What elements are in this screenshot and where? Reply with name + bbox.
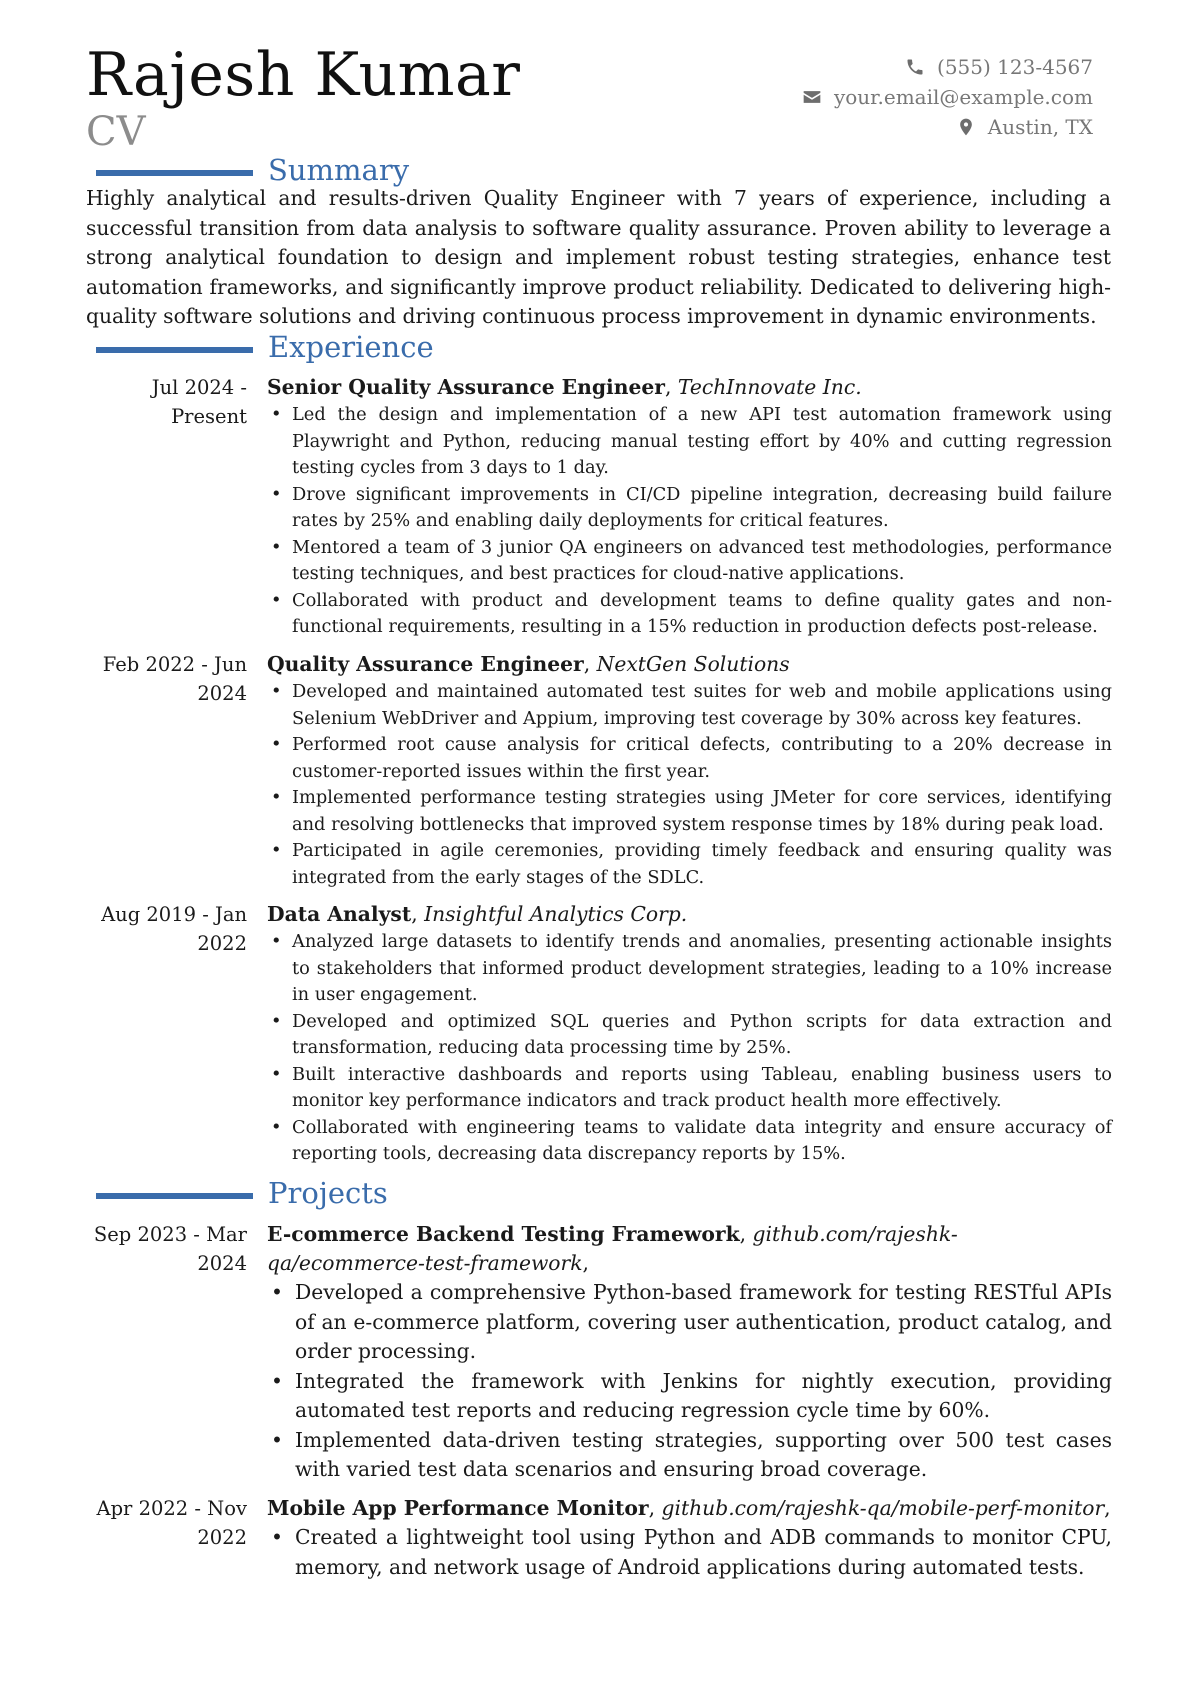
entry-date: Sep 2023 - Mar 2024 <box>93 1223 247 1275</box>
contact-location <box>802 112 1093 142</box>
bullet-item: • Built interactive dashboards and reports using Tableau, enabling business users to monitor key performance indicators and track product health more effectively. <box>267 1062 1112 1115</box>
bullet-item: • Implemented data-driven testing strategies, supporting over 500 test cases with varied test data scenarios and ensuring broad coverage. <box>267 1426 1112 1485</box>
experience-section-header <box>96 329 1096 365</box>
job-title: Senior Quality Assurance Engineer <box>267 375 665 399</box>
bullet-item: • Drove significant improvements in CI/CD pipeline integration, decreasing build failure rates by 25% and enabling daily deployments for critical features. <box>267 482 1112 535</box>
entry-date: Aug 2019 - Jan 2022 <box>101 903 247 955</box>
entry-heading: Mobile App Performance Monitor, github.com/rajeshk-qa/mobile-perf-monitor, <box>267 1496 1111 1520</box>
job-title: Quality Assurance Engineer <box>267 652 584 676</box>
experience-title: Experience <box>268 330 434 364</box>
bullet-item: • Implemented performance testing strategies using JMeter for core services, identifying and resolving bottlenecks that improved system response times by 18% during peak load. <box>267 785 1112 838</box>
entry-date: Jul 2024 - Present <box>151 376 247 428</box>
bullet-item: • Performed root cause analysis for critical defects, contributing to a 20% decrease in customer-reported issues within the first year. <box>267 732 1112 785</box>
bullet-list <box>267 402 1112 641</box>
phone-icon <box>905 57 925 77</box>
bullet-item: • Led the design and implementation of a new API test automation framework using Playwright and Python, reducing manual testing effort by 40% and cutting regression testing cycles from 3 days to 1 day. <box>267 402 1112 482</box>
contact-block <box>802 52 1093 142</box>
entry-body <box>267 1494 1112 1582</box>
job-title: Data Analyst <box>267 902 412 926</box>
envelope-icon <box>802 87 822 107</box>
project-title: E-commerce Backend Testing Framework <box>267 1222 740 1246</box>
bullet-list <box>267 1278 1112 1485</box>
candidate-name: Rajesh Kumar <box>86 40 521 110</box>
location-text: Austin, TX <box>987 115 1093 139</box>
entry-date: Apr 2022 - Nov 2022 <box>96 1497 247 1549</box>
section-rule <box>96 1193 253 1199</box>
document-type: CV <box>86 109 146 155</box>
bullet-item: • Collaborated with product and development teams to define quality gates and non-functional requirements, resulting in a 15% reduction in production defects post-release. <box>267 588 1112 641</box>
entry-body <box>267 373 1112 641</box>
summary-text: Highly analytical and results-driven Quality Engineer with 7 years of experience, including a successful transition from data analysis to software quality assurance. Proven ability to leverage a strong analytical foundation to design and implement robust testing strategies, enhance test automation frameworks, and significantly improve product reliability. Dedicated to delivering high-quality software solutions and driving continuous process improvement in dynamic environments. <box>86 186 1111 329</box>
projects-title: Projects <box>268 1176 388 1210</box>
bullet-list <box>267 1523 1112 1582</box>
bullet-item: • Created a lightweight tool using Python and ADB commands to monitor CPU, memory, and network usage of Android applications during automated tests. <box>267 1523 1112 1582</box>
entry-date: Feb 2022 - Jun 2024 <box>102 653 247 705</box>
contact-phone <box>802 52 1093 82</box>
section-rule <box>96 347 253 353</box>
contact-email <box>802 82 1093 112</box>
entry-body <box>267 900 1112 1168</box>
entry-heading: Data Analyst, Insightful Analytics Corp. <box>267 902 688 926</box>
projects-section-header <box>96 1175 1096 1211</box>
summary-title: Summary <box>268 153 410 187</box>
entry-body <box>267 650 1112 891</box>
map-marker-icon <box>956 117 976 137</box>
bullet-item: • Developed and optimized SQL queries and Python scripts for data extraction and transformation, reducing data processing time by 25%. <box>267 1009 1112 1062</box>
bullet-list <box>267 929 1112 1168</box>
entry-heading: Senior Quality Assurance Engineer, TechInnovate Inc. <box>267 375 862 399</box>
phone-number[interactable]: (555) 123-4567 <box>937 55 1093 79</box>
bullet-item: • Participated in agile ceremonies, providing timely feedback and ensuring quality was integrated from the early stages of the SDLC. <box>267 838 1112 891</box>
project-link[interactable]: github.com/rajeshk-qa/mobile-perf-monitor <box>661 1496 1105 1520</box>
company-name: NextGen Solutions <box>596 652 790 676</box>
summary-section-header <box>96 152 1096 188</box>
bullet-item: • Mentored a team of 3 junior QA engineers on advanced test methodologies, performance testing techniques, and best practices for cloud-native applications. <box>267 535 1112 588</box>
project-title: Mobile App Performance Monitor <box>267 1496 649 1520</box>
entry-heading: Quality Assurance Engineer, NextGen Solutions <box>267 652 790 676</box>
bullet-item: • Developed a comprehensive Python-based framework for testing RESTful APIs of an e-commerce platform, covering user authentication, product catalog, and order processing. <box>267 1278 1112 1367</box>
bullet-item: • Integrated the framework with Jenkins for nightly execution, providing automated test reports and reducing regression cycle time by 60%. <box>267 1367 1112 1426</box>
bullet-list <box>267 679 1112 891</box>
section-rule <box>96 170 253 176</box>
bullet-item: • Collaborated with engineering teams to validate data integrity and ensure accuracy of reporting tools, decreasing data discrepancy reports by 15%. <box>267 1115 1112 1168</box>
email-address[interactable]: your.email@example.com <box>833 85 1093 109</box>
bullet-item: • Developed and maintained automated test suites for web and mobile applications using Selenium WebDriver and Appium, improving test coverage by 30% across key features. <box>267 679 1112 732</box>
bullet-item: • Analyzed large datasets to identify trends and anomalies, presenting actionable insights to stakeholders that informed product development strategies, leading to a 10% increase in user engagement. <box>267 929 1112 1009</box>
company-name: Insightful Analytics Corp. <box>424 902 688 926</box>
project-link[interactable]: github.com/rajeshk-qa/ecommerce-test-framework <box>267 1222 958 1275</box>
entry-body <box>267 1220 1112 1485</box>
company-name: TechInnovate Inc. <box>677 375 862 399</box>
entry-heading: E-commerce Backend Testing Framework, github.com/rajeshk-qa/ecommerce-test-framework, <box>267 1222 958 1275</box>
